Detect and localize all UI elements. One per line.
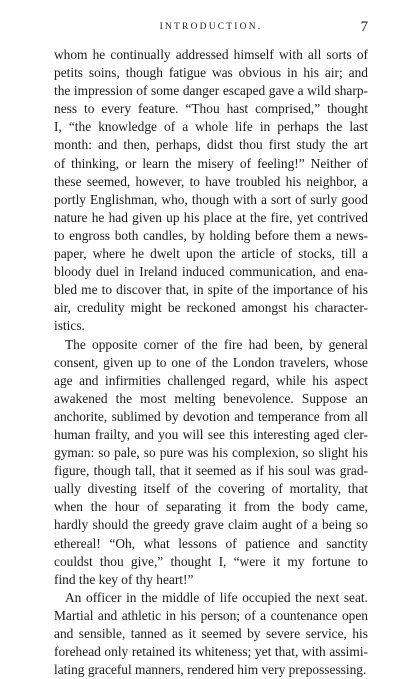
text-line: I, “the knowledge of a whole life in perhaps the last	[54, 119, 368, 135]
text-line: bled me to discover that, in spite of the importance of his	[54, 282, 368, 298]
text-line: gyman: so pale, so pure was his complexion, so slight his	[54, 445, 368, 461]
text-line: ness to every feature. “Thou hast comprised,” thought	[54, 101, 368, 117]
text-line: these seemed, however, to have troubled his neighbor, a	[54, 173, 368, 189]
text-line: the impression of some danger escaped gave a wild sharp-	[54, 83, 368, 99]
text-line: consent, given up to one of the London travelers, whose	[54, 354, 368, 370]
text-line: bloody duel in Ireland induced communication, and ena-	[54, 264, 368, 280]
text-line: age and infirmities challenged regard, while his aspect	[54, 372, 368, 388]
text-line: when the hour of separating it from the body came,	[54, 499, 368, 515]
text-line: figure, though tall, that it seemed as if his soul was grad-	[54, 463, 368, 479]
text-line: couldst thou give,” thought I, “were it my fortune to	[54, 553, 368, 569]
running-title: INTRODUCTION.	[159, 22, 263, 32]
text-line: hardly should the greedy grave claim aught of a being so	[54, 517, 368, 533]
text-line: of thinking, or learn the misery of feeling!” Neither of	[54, 155, 368, 171]
text-line: whom he continually addressed himself with all sorts of	[54, 47, 368, 62]
text-line: and sensible, tanned as it seemed by severe service, his	[54, 626, 368, 641]
text-line: awakened the most melting benevolence. Suppose an	[54, 390, 368, 406]
text-line: istics.	[54, 318, 85, 334]
text-line: An officer in the middle of life occupied the next seat.	[65, 589, 368, 605]
text-line: air, credulity might be reckoned amongst his character-	[54, 300, 368, 316]
running-header	[54, 19, 368, 36]
text-line: month: and then, perhaps, didst thou first study the art	[54, 137, 368, 153]
text-line: nature he had given up his place at the fire, yet contrived	[54, 209, 368, 225]
body-text	[54, 46, 368, 679]
text-line: Martial and athletic in his person; of a countenance open	[54, 607, 368, 623]
page-number: 7	[360, 19, 368, 35]
text-line: anchorite, sublimed by devotion and temperance from all	[54, 408, 368, 424]
text-line: paper, where he dwelt upon the article of stocks, till a	[54, 246, 368, 262]
text-line: ethereal! “Oh, what lessons of patience and sanctity	[54, 535, 368, 551]
text-line: ually divesting itself of the covering of mortality, that	[54, 481, 368, 497]
text-line: find the key of thy heart!”	[54, 571, 194, 587]
text-line: forehead only retained its whiteness; yet that, with assimi-	[54, 644, 368, 660]
text-line: The opposite corner of the fire had been, by general	[65, 336, 368, 352]
text-line: human frailty, and you will see this interesting aged cler-	[54, 426, 368, 442]
text-line: lating graceful manners, rendered him very prepossessing.	[54, 662, 367, 678]
text-line: to engross both candles, by holding before them a news-	[54, 227, 368, 243]
text-line: petits soins, though fatigue was obvious in his air; and	[54, 65, 368, 81]
text-line: portly Englishman, who, though with a sort of surly good	[54, 191, 368, 207]
